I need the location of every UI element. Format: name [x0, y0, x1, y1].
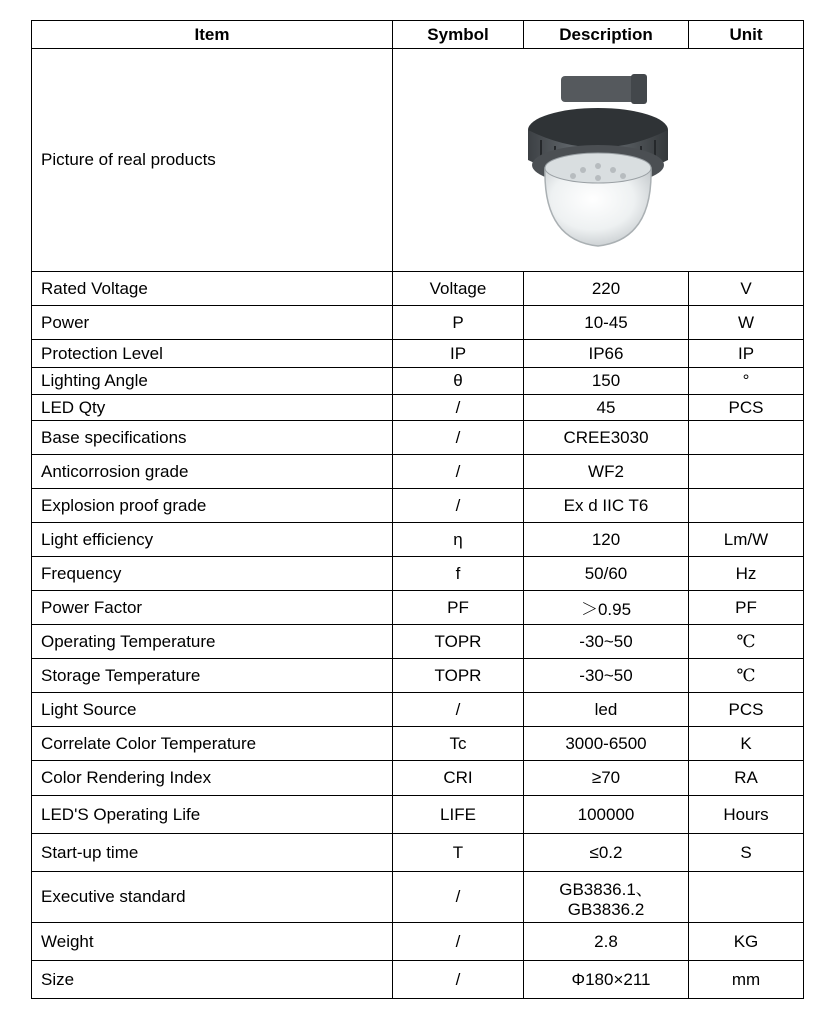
table-row	[32, 591, 804, 625]
unit-cell: W	[689, 306, 804, 340]
item-cell: Light efficiency	[32, 523, 393, 557]
symbol-cell: Voltage	[393, 272, 524, 306]
item-cell: Size	[32, 961, 393, 999]
item-cell: LED'S Operating Life	[32, 796, 393, 834]
item-cell: Rated Voltage	[32, 272, 393, 306]
header-description: Description	[524, 21, 689, 49]
description-line: GB3836.1、	[559, 879, 653, 899]
symbol-cell: T	[393, 834, 524, 872]
description-cell: ≥70	[524, 761, 689, 796]
table-row	[32, 368, 804, 395]
table-row	[32, 834, 804, 872]
header-unit: Unit	[689, 21, 804, 49]
table-row	[32, 796, 804, 834]
unit-cell: Hz	[689, 557, 804, 591]
description-cell: Ex d IIC T6	[524, 489, 689, 523]
picture-row	[32, 49, 804, 272]
unit-cell: K	[689, 727, 804, 761]
item-cell: Protection Level	[32, 340, 393, 368]
table-row	[32, 306, 804, 340]
symbol-cell: /	[393, 961, 524, 999]
item-cell: Weight	[32, 923, 393, 961]
product-picture	[393, 49, 804, 272]
item-cell: Anticorrosion grade	[32, 455, 393, 489]
item-cell: Start-up time	[32, 834, 393, 872]
symbol-cell: /	[393, 693, 524, 727]
explosion-proof-lamp-icon	[513, 70, 683, 250]
symbol-cell: /	[393, 421, 524, 455]
unit-cell	[689, 872, 804, 923]
unit-cell: RA	[689, 761, 804, 796]
unit-cell: °	[689, 368, 804, 395]
item-cell: Explosion proof grade	[32, 489, 393, 523]
unit-cell: PCS	[689, 693, 804, 727]
description-cell: IP66	[524, 340, 689, 368]
table-row	[32, 961, 804, 999]
unit-cell: Hours	[689, 796, 804, 834]
table-row	[32, 557, 804, 591]
unit-cell: PF	[689, 591, 804, 625]
description-cell: 10-45	[524, 306, 689, 340]
symbol-cell: /	[393, 872, 524, 923]
symbol-cell: P	[393, 306, 524, 340]
picture-row-label: Picture of real products	[32, 49, 393, 272]
description-line: GB3836.2	[567, 899, 645, 919]
item-cell: Executive standard	[32, 872, 393, 923]
unit-cell: KG	[689, 923, 804, 961]
symbol-cell: /	[393, 489, 524, 523]
symbol-cell: f	[393, 557, 524, 591]
table-row	[32, 872, 804, 923]
description-cell: 2.8	[524, 923, 689, 961]
unit-cell	[689, 421, 804, 455]
symbol-cell: Tc	[393, 727, 524, 761]
item-cell: Power Factor	[32, 591, 393, 625]
item-cell: Correlate Color Temperature	[32, 727, 393, 761]
symbol-cell: /	[393, 455, 524, 489]
symbol-cell: /	[393, 395, 524, 421]
unit-cell	[689, 455, 804, 489]
table-row	[32, 340, 804, 368]
symbol-cell: θ	[393, 368, 524, 395]
description-cell: led	[524, 693, 689, 727]
item-cell: Power	[32, 306, 393, 340]
description-cell: 120	[524, 523, 689, 557]
item-cell: LED Qty	[32, 395, 393, 421]
symbol-cell: TOPR	[393, 659, 524, 693]
spec-table	[31, 20, 804, 999]
description-cell: 50/60	[524, 557, 689, 591]
table-row	[32, 625, 804, 659]
description-cell: ＞0.95	[524, 591, 689, 625]
item-cell: Storage Temperature	[32, 659, 393, 693]
table-row	[32, 523, 804, 557]
table-row	[32, 923, 804, 961]
item-cell: Base specifications	[32, 421, 393, 455]
unit-cell: Lm/W	[689, 523, 804, 557]
table-row	[32, 455, 804, 489]
description-cell	[524, 872, 689, 923]
table-row	[32, 395, 804, 421]
table-row	[32, 693, 804, 727]
unit-cell: mm	[689, 961, 804, 999]
symbol-cell: PF	[393, 591, 524, 625]
item-cell: Color Rendering Index	[32, 761, 393, 796]
description-cell: CREE3030	[524, 421, 689, 455]
description-cell: 220	[524, 272, 689, 306]
description-cell: WF2	[524, 455, 689, 489]
description-cell: 3000-6500	[524, 727, 689, 761]
unit-cell: ℃	[689, 625, 804, 659]
unit-cell: ℃	[689, 659, 804, 693]
item-cell: Frequency	[32, 557, 393, 591]
table-row	[32, 659, 804, 693]
unit-cell: PCS	[689, 395, 804, 421]
unit-cell: V	[689, 272, 804, 306]
symbol-cell: LIFE	[393, 796, 524, 834]
unit-cell	[689, 489, 804, 523]
symbol-cell: CRI	[393, 761, 524, 796]
item-cell: Operating Temperature	[32, 625, 393, 659]
description-cell: -30~50	[524, 625, 689, 659]
symbol-cell: η	[393, 523, 524, 557]
unit-cell: S	[689, 834, 804, 872]
symbol-cell: IP	[393, 340, 524, 368]
description-cell: ≤0.2	[524, 834, 689, 872]
table-row	[32, 489, 804, 523]
description-cell: Φ180×211	[524, 961, 689, 999]
table-row	[32, 727, 804, 761]
item-cell: Light Source	[32, 693, 393, 727]
table-row	[32, 272, 804, 306]
description-cell: 100000	[524, 796, 689, 834]
description-cell: -30~50	[524, 659, 689, 693]
description-cell: 150	[524, 368, 689, 395]
header-row	[32, 21, 804, 49]
header-symbol: Symbol	[393, 21, 524, 49]
table-row	[32, 761, 804, 796]
item-cell: Lighting Angle	[32, 368, 393, 395]
table-row	[32, 421, 804, 455]
symbol-cell: /	[393, 923, 524, 961]
unit-cell: IP	[689, 340, 804, 368]
header-item: Item	[32, 21, 393, 49]
description-cell: 45	[524, 395, 689, 421]
symbol-cell: TOPR	[393, 625, 524, 659]
